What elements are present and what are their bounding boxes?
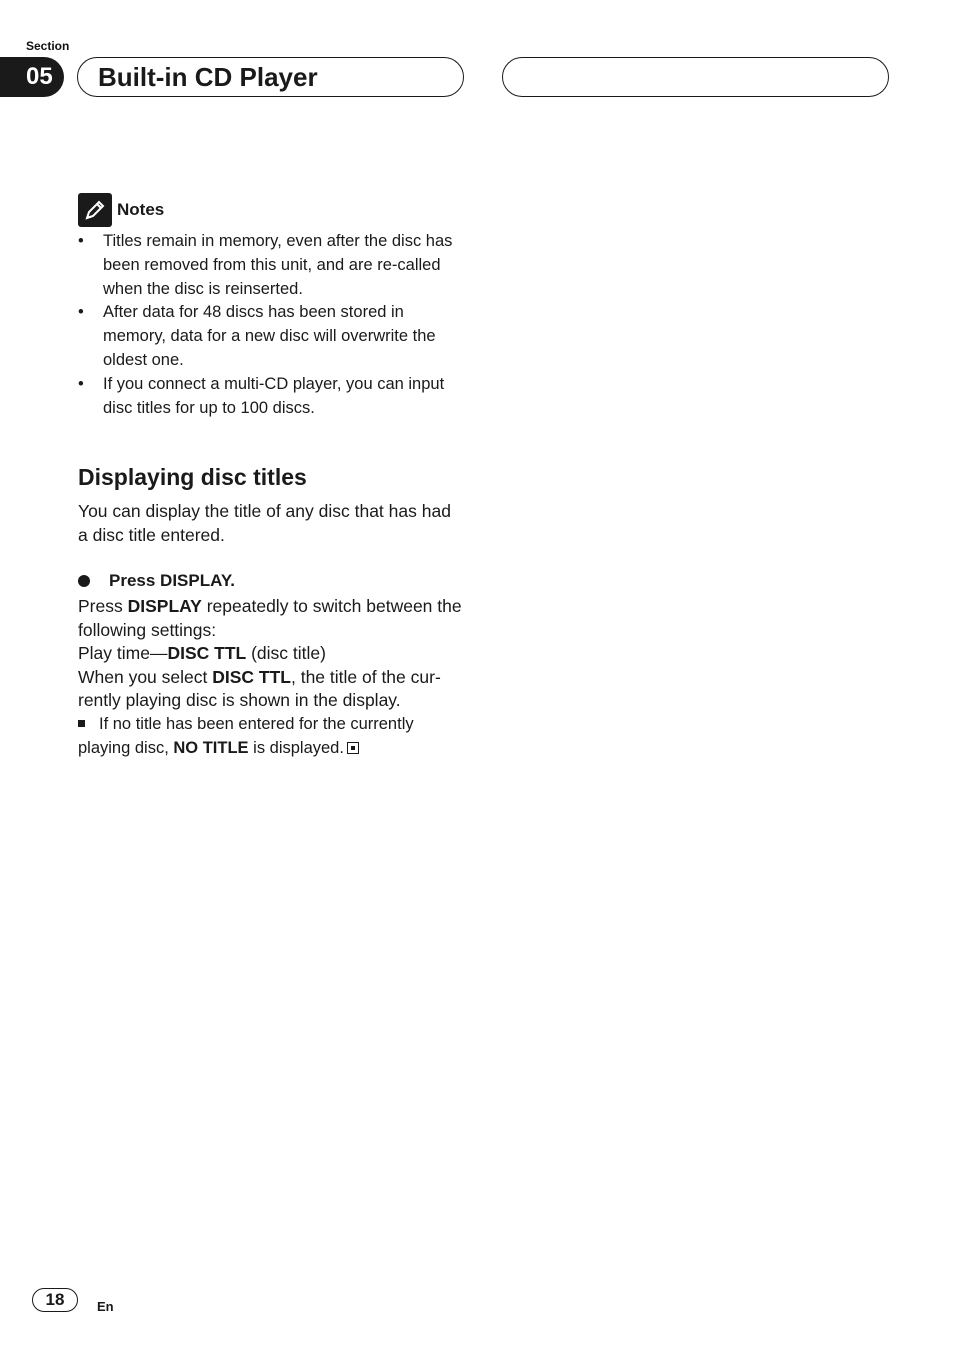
section-heading: Displaying disc titles <box>78 464 307 490</box>
step-text: Press DISPLAY. <box>109 571 235 590</box>
bold-text: DISPLAY <box>127 596 202 616</box>
note-no-title <box>78 713 463 760</box>
chapter-title: Built-in CD Player <box>77 57 464 97</box>
bold-text: DISC TTL <box>167 643 247 664</box>
notes-title: Notes <box>117 200 165 219</box>
paragraph-press-display <box>78 595 463 642</box>
intro-paragraph: You can display the title of any disc that has had a disc title entered. <box>78 501 451 545</box>
end-mark-icon <box>347 742 359 754</box>
language-label: En <box>97 1299 114 1314</box>
text: When you select <box>78 666 213 687</box>
step-instruction <box>78 571 235 591</box>
square-bullet-icon <box>78 720 85 727</box>
text: , the title of the cur-rently playing disc is shown in the display. <box>78 666 441 711</box>
step-bullet-icon <box>78 575 90 587</box>
list-item: • After data for 48 discs has been stored in memory, data for a new disc will overwrite the oldest one. <box>78 301 463 372</box>
notes-list <box>78 230 463 420</box>
section-number-badge: 05 <box>0 57 64 97</box>
list-item: • If you connect a multi-CD player, you can input disc titles for up to 100 discs. <box>78 373 463 421</box>
notes-header <box>78 193 164 227</box>
page-number: 18 <box>32 1288 78 1312</box>
paragraph-disc-ttl <box>78 666 463 713</box>
bold-text: DISC TTL <box>212 666 291 687</box>
text: Play time— <box>78 643 168 664</box>
bold-text: NO TITLE <box>173 738 249 757</box>
list-item: • Titles remain in memory, even after the disc has been removed from this unit, and are re-called when the disc is reinserted. <box>78 230 463 301</box>
section-label: Section <box>26 39 70 53</box>
paragraph-settings <box>78 642 463 666</box>
text: (disc title) <box>246 643 326 664</box>
text: is displayed. <box>248 738 344 757</box>
instructions-body <box>78 595 463 760</box>
pencil-icon <box>78 193 112 227</box>
chapter-title-box-right <box>502 57 889 97</box>
text: repeatedly to switch between the following settings: <box>78 596 462 640</box>
text: If no title has been entered for the currently playing disc, <box>78 714 414 757</box>
text: Press <box>78 596 128 616</box>
